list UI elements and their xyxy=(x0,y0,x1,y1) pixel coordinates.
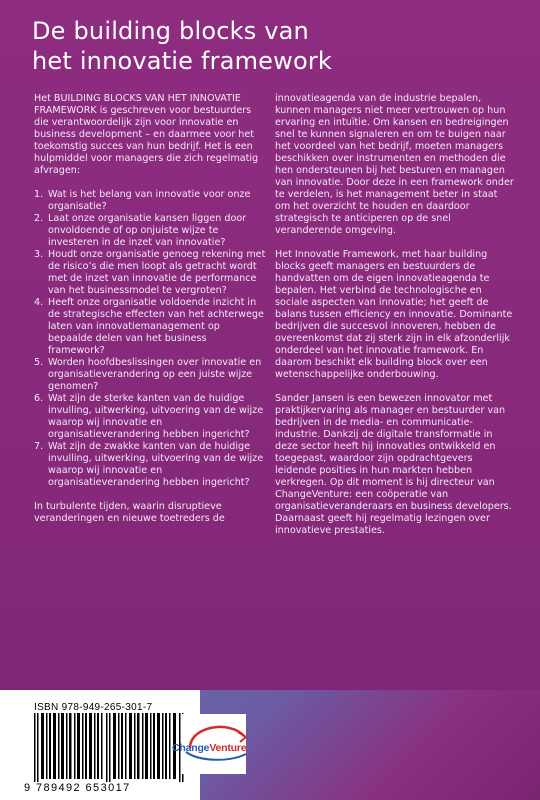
list-text: Wat zijn de sterke kanten van de huidige invulling, uitwerking, uitvoering van de wijze waarop wij innovatie en organisatieverandering hebben ingericht? xyxy=(48,393,264,440)
list-number: 4. xyxy=(34,297,44,308)
list-text: Worden hoofdbeslissingen over innovatie en organisatieverandering op een juiste wijze genomen? xyxy=(48,357,262,392)
list-number: 7. xyxy=(34,441,44,452)
paragraph-author: Sander Jansen is een bewezen innovator met praktijkervaring als manager en bestuurder van bedrijven in de media- en communicatie-industrie. Dankzij de digitale transformatie in deze sector heeft hij innovaties ontwikkeld en toegepast, waardoor zijn opdrachtgevers leidende posities in hun markten hebben verkregen. Op dit moment is hij directeur van ChangeVenture: een coöperatie van organisatieveranderaars en business developers. Daarnaast geeft hij regelmatig lezingen over innovatieve prestaties. xyxy=(275,393,512,536)
list-item xyxy=(34,297,266,357)
list-item xyxy=(34,189,266,213)
logo-venture: Venture xyxy=(209,742,247,754)
question-list xyxy=(34,189,266,489)
paragraph-framework: Het Innovatie Framework, met haar building blocks geeft managers en bestuurders de handvatten om de eigen innovatieagenda te bepalen. Het verbind de technologische en sociale aspecten van innovatie; het geeft de balans tussen efficiency en innovatie. Dominante bedrijven die succesvol innoveren, hebben de overeenkomst dat zij sterk zijn in elk afzonderlijk onderdeel van het innovatie framework. En daarom beschikt elk building block over een wetenschappelijke onderbouwing. xyxy=(275,249,513,380)
title-line-2: het innovatie framework xyxy=(32,47,333,75)
list-number: 1. xyxy=(34,189,44,200)
closing-paragraph: In turbulente tijden, waarin disruptieve veranderingen en nieuwe toetreders de xyxy=(34,501,225,524)
list-item xyxy=(34,357,266,393)
cover-title xyxy=(32,16,512,76)
list-item xyxy=(34,441,266,489)
logo-change: Change xyxy=(172,742,210,754)
list-number: 5. xyxy=(34,357,44,368)
logo-wordmark xyxy=(172,742,262,754)
list-item xyxy=(34,213,266,249)
list-item xyxy=(34,249,266,297)
paragraph-context: innovatieagenda van de industrie bepalen, kunnen managers niet meer vertrouwen op hun ervaring en intuïtie. Om kansen en bedreigingen snel te kunnen signaleren en om te buigen naar het voordeel van het bedrijf, moeten managers beschikken over instrumenten en methoden die hen ondersteunen bij het besturen en managen van innovatie. Door deze in een framework onder te verdelen, is het management beter in staat om het overzicht te houden en daardoor strategisch te anticiperen op de snel veranderende omgeving. xyxy=(275,93,514,236)
left-column xyxy=(34,93,266,537)
list-number: 6. xyxy=(34,393,44,404)
barcode-icon xyxy=(34,713,184,785)
list-number: 3. xyxy=(34,249,44,260)
list-number: 2. xyxy=(34,213,44,224)
list-text: Houdt onze organisatie genoeg rekening met de risico’s die men loopt als getracht wordt met de inzet van innovatie de performance van het businessmodel te vergroten? xyxy=(48,249,266,296)
intro-paragraph: Het BUILDING BLOCKS VAN HET INNOVATIE FRAMEWORK is geschreven voor bestuurders die verantwoordelijk zijn voor innovatie en business development – en daarmee voor het toekomstig succes van hun bedrijf. Het is een hulpmiddel voor managers die zich regelmatig afvragen: xyxy=(34,93,259,176)
list-text: Heeft onze organisatie voldoende inzicht in de strategische effecten van het achterwege laten van innovatiemanagement op bepaalde delen van het business framework? xyxy=(48,297,264,356)
list-text: Wat is het belang van innovatie voor onze organisatie? xyxy=(48,189,251,212)
barcode-number: 9 789492 653017 xyxy=(24,782,194,794)
list-text: Wat zijn de zwakke kanten van de huidige invulling, uitwerking, uitvoering van de wijze waarop wij innovatie en organisatieverandering hebben ingericht? xyxy=(48,441,264,488)
list-text: Laat onze organisatie kansen liggen door onvoldoende of op onjuiste wijze te investeren in de inzet van innovatie? xyxy=(48,213,247,248)
isbn-label: ISBN 978-949-265-301-7 xyxy=(34,702,153,713)
right-column xyxy=(275,93,515,549)
title-line-1: De building blocks van xyxy=(32,17,309,45)
list-item xyxy=(34,393,266,441)
